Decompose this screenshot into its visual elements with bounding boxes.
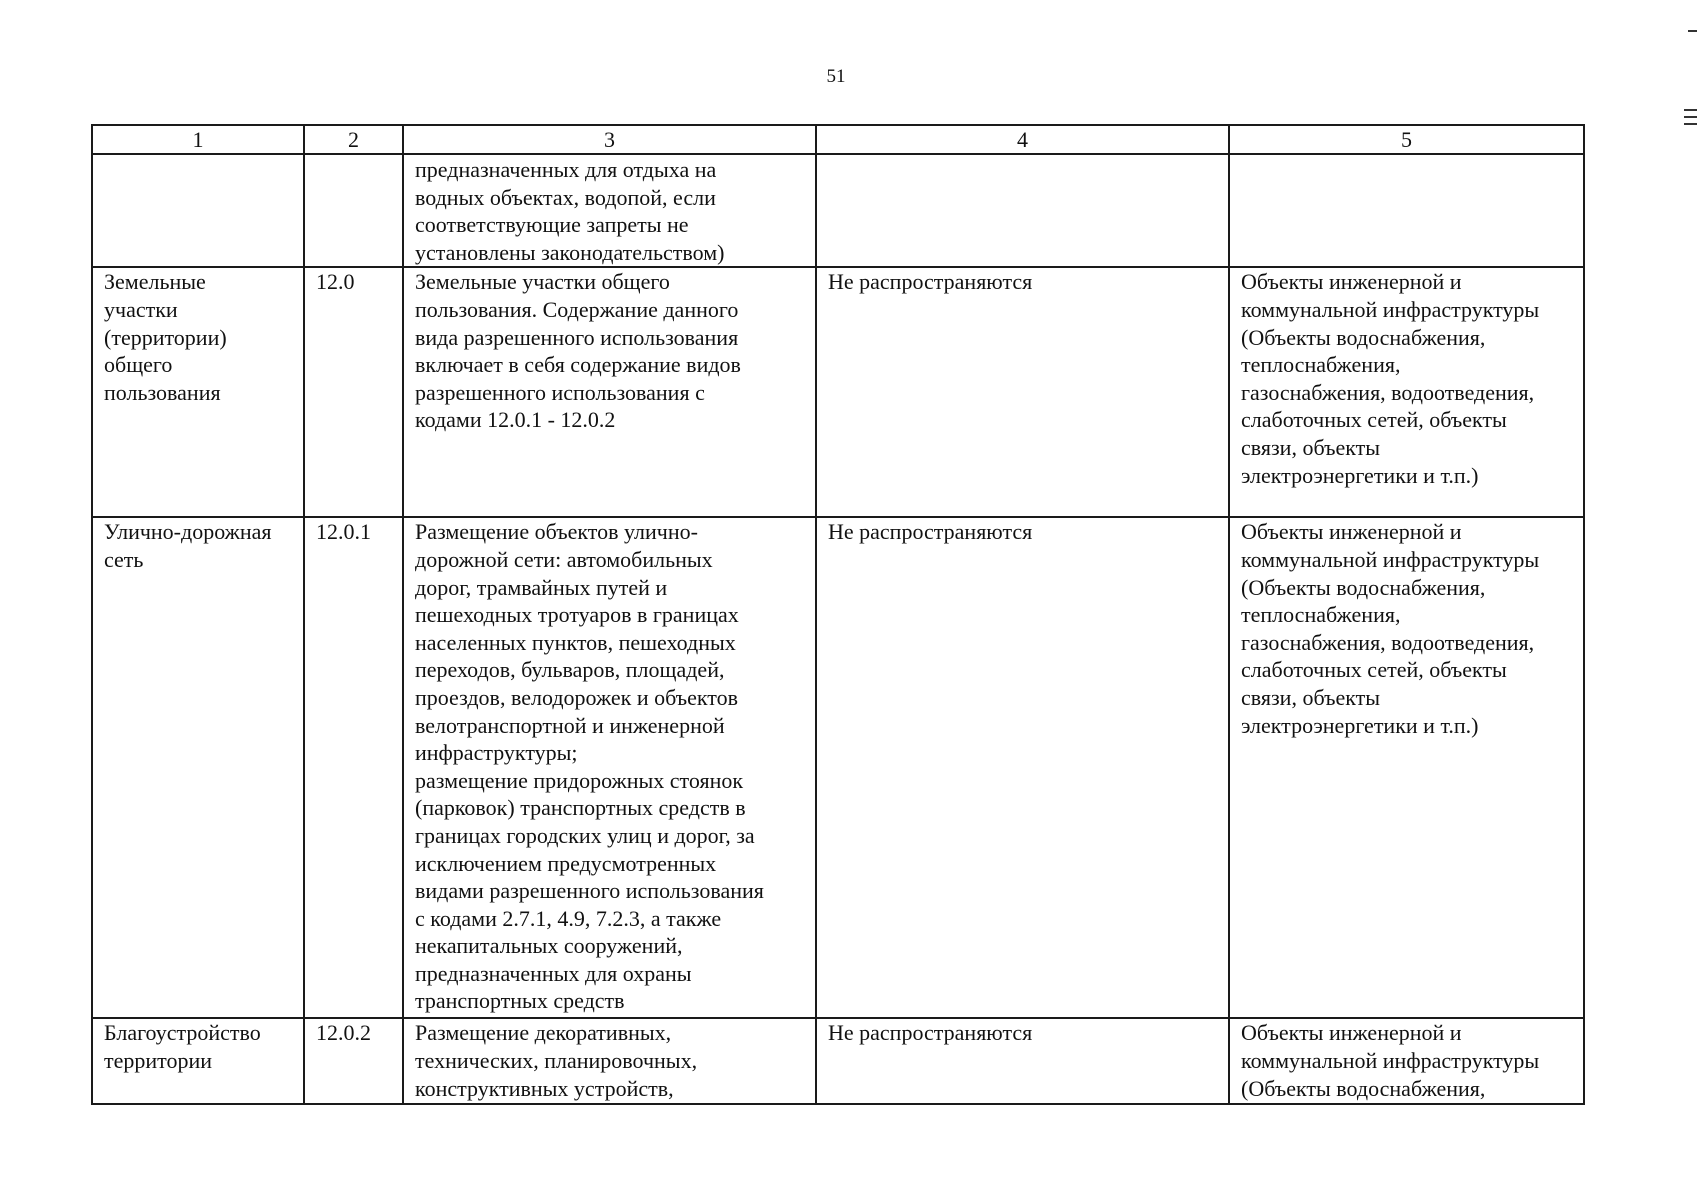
restriction-cell: Не распространяются <box>816 267 1229 517</box>
land-use-code-cell: 12.0.1 <box>304 517 403 1018</box>
header-col-3: 3 <box>403 125 816 154</box>
edge-mark-middle-3 <box>1684 123 1697 125</box>
land-use-description-cell: Размещение декоративных, технических, планировочных, конструктивных устройств, <box>403 1018 816 1104</box>
land-use-code-cell <box>304 154 403 267</box>
allowed-objects-cell: Объекты инженерной и коммунальной инфраструктуры (Объекты водоснабжения, теплоснабжения, газоснабжения, водоотведения, слаботочных сетей, объекты связи, объекты электроэнергетики и т.п.) <box>1229 267 1584 517</box>
table-row <box>92 267 1584 517</box>
table-row <box>92 1018 1584 1104</box>
land-use-code-cell: 12.0.2 <box>304 1018 403 1104</box>
land-use-name-cell: Благоустройство территории <box>92 1018 304 1104</box>
header-col-5: 5 <box>1229 125 1584 154</box>
restriction-cell: Не распространяются <box>816 1018 1229 1104</box>
land-use-description-cell: Размещение объектов улично- дорожной сети: автомобильных дорог, трамвайных путей и пешеходных тротуаров в границах населенных пунктов, пешеходных переходов, бульваров, площадей, проездов, велодорожек и объектов велотранспортной и инженерной инфраструктуры; размещение придорожных стоянок (парковок) транспортных средств в границах городских улиц и дорог, за исключением предусмотренных видами разрешенного использования с кодами 2.7.1, 4.9, 7.2.3, а также некапитальных сооружений, предназначенных для охраны транспортных средств <box>403 517 816 1018</box>
land-use-code-cell: 12.0 <box>304 267 403 517</box>
restriction-cell <box>816 154 1229 267</box>
allowed-objects-cell: Объекты инженерной и коммунальной инфраструктуры (Объекты водоснабжения, теплоснабжения, газоснабжения, водоотведения, слаботочных сетей, объекты связи, объекты электроэнергетики и т.п.) <box>1229 517 1584 1018</box>
land-use-description-cell: Земельные участки общего пользования. Содержание данного вида разрешенного использования включает в себя содержание видов разрешенного использования с кодами 12.0.1 - 12.0.2 <box>403 267 816 517</box>
header-col-2: 2 <box>304 125 403 154</box>
restriction-cell: Не распространяются <box>816 517 1229 1018</box>
edge-mark-middle-2 <box>1684 116 1697 118</box>
header-row <box>92 125 1584 154</box>
edge-mark-middle-1 <box>1684 109 1697 111</box>
land-use-description-cell: предназначенных для отдыха на водных объектах, водопой, если соответствующие запреты не установлены законодательством) <box>403 154 816 267</box>
page-number: 51 <box>826 66 846 87</box>
zoning-table <box>91 124 1585 1105</box>
table-row <box>92 154 1584 267</box>
table-row <box>92 517 1584 1018</box>
allowed-objects-cell <box>1229 154 1584 267</box>
edge-mark-top <box>1688 30 1697 32</box>
land-use-name-cell: Улично-дорожная сеть <box>92 517 304 1018</box>
allowed-objects-cell: Объекты инженерной и коммунальной инфраструктуры (Объекты водоснабжения, <box>1229 1018 1584 1104</box>
land-use-name-cell <box>92 154 304 267</box>
header-col-1: 1 <box>92 125 304 154</box>
header-col-4: 4 <box>816 125 1229 154</box>
land-use-name-cell: Земельные участки (территории) общего пользования <box>92 267 304 517</box>
